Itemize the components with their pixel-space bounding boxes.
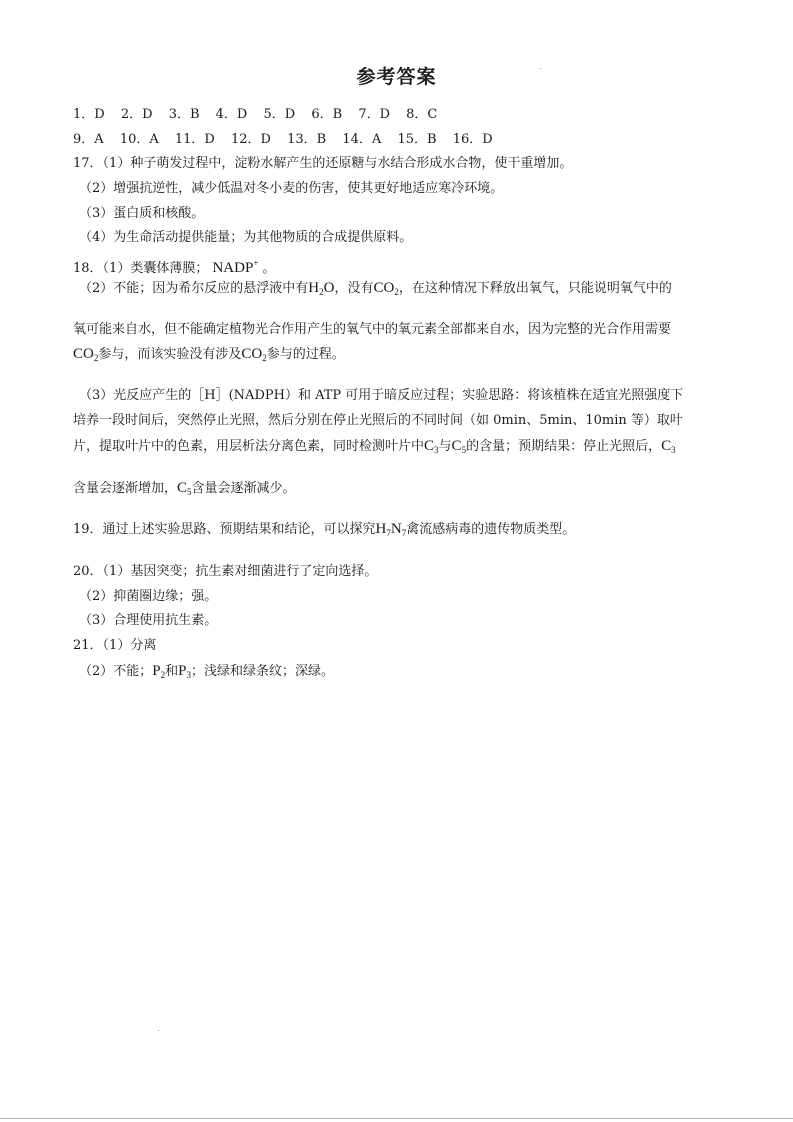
co2-formula: $CO_2$: [373, 280, 399, 297]
q20-part1: 20．（1）基因突变；抗生素对细菌进行了定向选择。: [73, 564, 378, 579]
p3-formula: $P_3$: [178, 663, 191, 680]
q18-part1: [73, 254, 276, 278]
answer-item: 14．A: [342, 132, 382, 147]
q18-part3-line1: （3）光反应产生的［H］(NADPH）和 ATP 可用于暗反应过程；实验思路：将该植株在适宜光照强度下: [79, 388, 684, 403]
choice-answers-row-1: [73, 106, 449, 124]
answer-item: 12．D: [231, 132, 271, 147]
c3-formula: $C_3$: [661, 438, 676, 455]
scan-speck: [158, 1030, 159, 1031]
answer-item: 7．D: [358, 107, 391, 122]
co2-formula: $CO_2$: [241, 346, 267, 363]
q17-part1: 17．（1）种子萌发过程中，淀粉水解产生的还原糖与水结合形成水合物，使干重增加。: [73, 156, 573, 171]
answer-item: 16．D: [452, 132, 493, 147]
choice-answers-row-2: [73, 131, 505, 149]
q18-part2-line2: 氧可能来自水，但不能确定植物光合作用产生的氧气中的氧元素全部都来自水，因为完整的光合作用需要: [73, 322, 672, 337]
q17-part3: （3）蛋白质和核酸。: [79, 206, 205, 221]
scan-speck: [540, 68, 541, 69]
page-bottom-edge: [0, 1118, 793, 1119]
answer-item: 1．D: [73, 107, 105, 122]
c3-formula: $C_3$: [424, 438, 439, 455]
co2-formula: $CO_2$: [73, 346, 99, 363]
answer-item: 3．B: [168, 107, 200, 122]
answer-item: 15．B: [397, 132, 437, 147]
p2-formula: $P_2$: [152, 663, 166, 680]
q18-part2-line1: （2）不能；因为希尔反应的悬浮液中有$H_2O$，没有$CO_2$，在这种情况下释放出氧气，只能说明氧气中的: [79, 280, 672, 297]
q19-answer: 19．通过上述实验思路、预期结果和结论，可以探究$H_7N_7$禽流感病毒的遗传物质类型。: [73, 521, 576, 538]
q18-part3-line2: 培养一段时间后，突然停止光照，然后分别在停止光照后的不同时间（如 0min、5min、10min 等）取叶: [73, 413, 683, 428]
answer-item: 2．D: [120, 107, 153, 122]
answer-item: 10．A: [119, 132, 159, 147]
q21-part1: 21．（1）分离: [73, 638, 157, 653]
q18-part3-line3: 片，提取叶片中的色素，用层析法分离色素，同时检测叶片中$C_3$与$C_5$的含量；预期结果：停止光照后，$C_3$: [73, 438, 676, 455]
c5-formula: $C_5$: [451, 438, 467, 455]
q17-part4: （4）为生命活动提供能量；为其他物质的合成提供原料。: [79, 230, 413, 245]
nadp-formula: NADP+: [212, 258, 259, 276]
q21-part2: （2）不能；$P_2$和$P_3$；浅绿和绿条纹；深绿。: [79, 663, 334, 680]
c5-formula: $C_5$: [177, 480, 192, 497]
q18-part1-text: 18．（1）类囊体薄膜；: [73, 261, 209, 276]
h7n7-formula: $H_7N_7$: [375, 521, 407, 538]
answer-item: 13．B: [287, 132, 327, 147]
page-title: 参考答案: [356, 66, 437, 88]
answer-item: 4．D: [215, 107, 248, 122]
q20-part3: （3）合理使用抗生素。: [79, 613, 218, 628]
q18-part3-line4: 含量会逐渐增加，$C_5$含量会逐渐减少。: [73, 480, 296, 497]
q20-part2: （2）抑菌圈边缘；强。: [79, 589, 218, 604]
answer-item: 6．B: [311, 107, 343, 122]
answer-item: 8．C: [406, 107, 438, 122]
q17-part2: （2）增强抗逆性，减少低温对冬小麦的伤害，使其更好地适应寒冷环境。: [79, 181, 504, 196]
answer-item: 11．D: [174, 132, 215, 147]
q18-part1-end: 。: [262, 261, 276, 276]
h2o-formula: $H_2O$: [308, 280, 335, 297]
answer-item: 5．D: [263, 107, 296, 122]
q18-part2-line3: $CO_2$参与，而该实验没有涉及$CO_2$参与的过程。: [73, 346, 345, 363]
answer-item: 9．A: [73, 132, 104, 147]
